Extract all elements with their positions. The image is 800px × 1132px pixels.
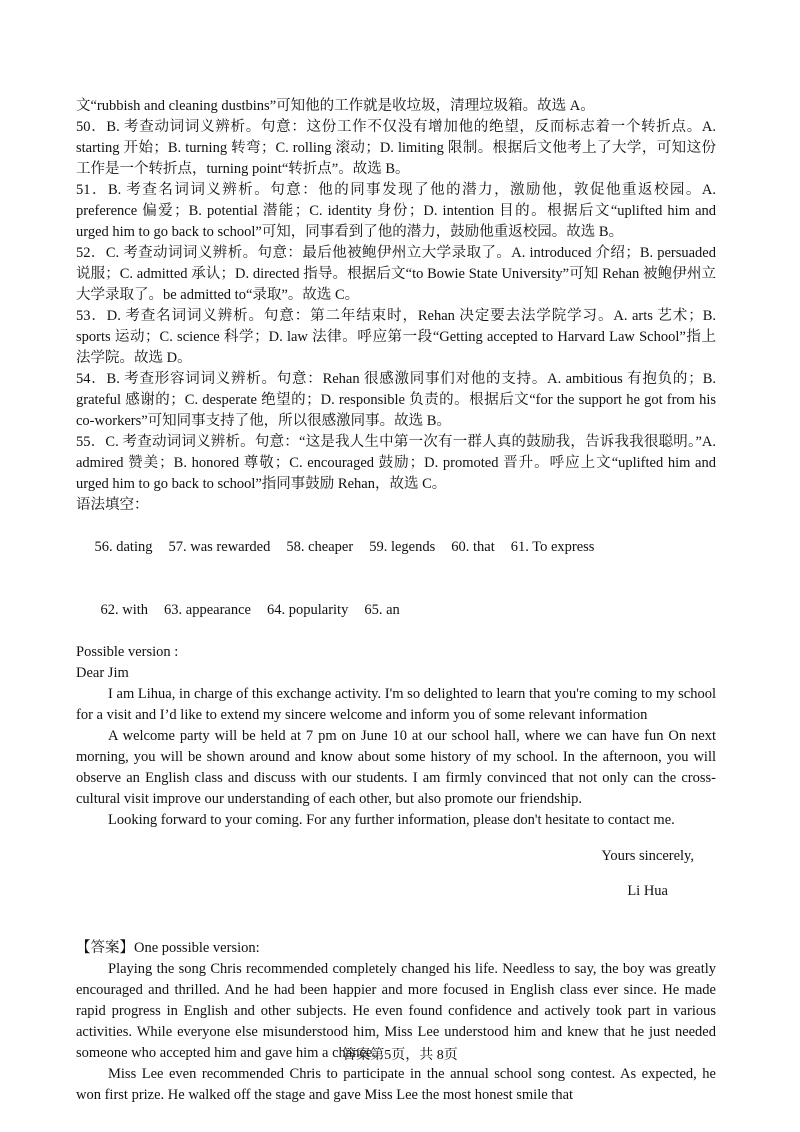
answer-paragraph: Miss Lee even recommended Chris to participate in the annual school song contest. As expected, he won first prize. He walked off the stage and gave Miss Lee the most honest smile that xyxy=(76,1065,716,1103)
answer-label: 【答案】One possible version: xyxy=(76,939,260,956)
grammar-answer: 65. an xyxy=(364,602,400,618)
page-footer: 答案第5页，共 8页 xyxy=(342,1048,458,1063)
explanation-49-tail: 文“rubbish and cleaning dustbins”可知他的工作就是收垃圾，清理垃圾箱。故选 A。 xyxy=(76,98,595,114)
grammar-answer: 61. To express xyxy=(510,539,595,555)
grammar-answer: 56. dating xyxy=(94,539,153,555)
letter-signature: Li Hua xyxy=(627,883,668,899)
grammar-answer: 62. with xyxy=(100,602,149,618)
grammar-answer: 57. was rewarded xyxy=(168,539,271,555)
grammar-answer: 60. that xyxy=(451,539,495,555)
answer-page xyxy=(76,96,716,1106)
letter-paragraph: Looking forward to your coming. For any further information, please don't hesitate to contact me. xyxy=(108,812,675,828)
explanation-51: 51．B. 考查名词词义辨析。句意：他的同事发现了他的潜力，激励他，敦促他重返校园。A. preference 偏爱；B. potential 潜能；C. identity 身份；D. intention 目的。根据后文“uplifted him and urged him to go back to school”可知，同事看到了他的潜力，鼓励他重返校园。故选 B。 xyxy=(76,182,716,240)
grammar-answers-row-2 xyxy=(76,579,716,642)
letter-label: Possible version : xyxy=(76,644,179,660)
grammar-heading: 语法填空： xyxy=(76,497,149,513)
grammar-answer: 63. appearance xyxy=(164,602,251,618)
grammar-answers-row-1 xyxy=(76,516,716,579)
explanation-53: 53．D. 考查名词词义辨析。句意：第二年结束时，Rehan 决定要去法学院学习。A. arts 艺术；B. sports 运动；C. science 科学；D. law 法律。呼应第一段“Getting accepted to Harvard Law School”指上法学院。故选 D。 xyxy=(76,308,716,366)
explanation-50: 50．B. 考查动词词义辨析。句意：这份工作不仅没有增加他的绝望，反而标志着一个转折点。A. starting 开始；B. turning 转弯；C. rolling 滚动；D. limiting 限制。根据后文他考上了大学，可知这份工作是一个转折点，turning point“转折点”。故选 B。 xyxy=(76,119,716,177)
grammar-answer: 58. cheaper xyxy=(286,539,354,555)
answer-paragraph: Playing the song Chris recommended completely changed his life. Needless to say, the boy was greatly encouraged and thrilled. And he had been happier and more focused in English class ever since. He made rapid progress in English and other subjects. He even found confidence and actively took part in various activities. While everyone else misunderstood him, Miss Lee understood him and knew that he just needed someone who accepted him and gave him a chance. xyxy=(76,960,716,1061)
explanation-55: 55．C. 考查动词词义辨析。句意：“这是我人生中第一次有一群人真的鼓励我，告诉我我很聪明。”A. admired 赞美；B. honored 尊敬；C. encouraged 鼓励；D. promoted 晋升。呼应上文“uplifted him and urged him to go back to school”指同事鼓励 Rehan，故选 C。 xyxy=(76,434,716,492)
explanation-52: 52．C. 考查动词词义辨析。句意：最后他被鲍伊州立大学录取了。A. introduced 介绍；B. persuaded 说服；C. admitted 承认；D. directed 指导。根据后文“to Bowie State University”可知 Rehan 被鲍伊州立大学录取了。be admitted to“录取”。故选 C。 xyxy=(76,245,716,303)
grammar-answer: 64. popularity xyxy=(266,602,349,618)
letter-paragraph: A welcome party will be held at 7 pm on June 10 at our school hall, where we can have fun On next morning, you will be shown around and know about some history of my school. In the afternoon, you will observe an English class and discuss with our students. I am firmly convinced that not only can the cross-cultural visit improve our understanding of each other, but also promote our friendship. xyxy=(76,728,716,807)
letter-paragraph: I am Lihua, in charge of this exchange activity. I'm so delighted to learn that you're coming to my school for a visit and I’d like to extend my sincere welcome and inform you of some relevant information xyxy=(76,686,716,723)
letter-closing: Yours sincerely, xyxy=(601,847,694,864)
explanation-54: 54．B. 考查形容词词义辨析。句意：Rehan 很感激同事们对他的支持。A. ambitious 有抱负的；B. grateful 感谢的；C. desperate 绝望的；D. responsible 负责的。根据后文“for the support he got from his co-workers”可知同事支持了他，所以很感激同事。故选 B。 xyxy=(76,371,716,429)
letter-greeting: Dear Jim xyxy=(76,665,129,681)
grammar-answer: 59. legends xyxy=(369,539,436,555)
